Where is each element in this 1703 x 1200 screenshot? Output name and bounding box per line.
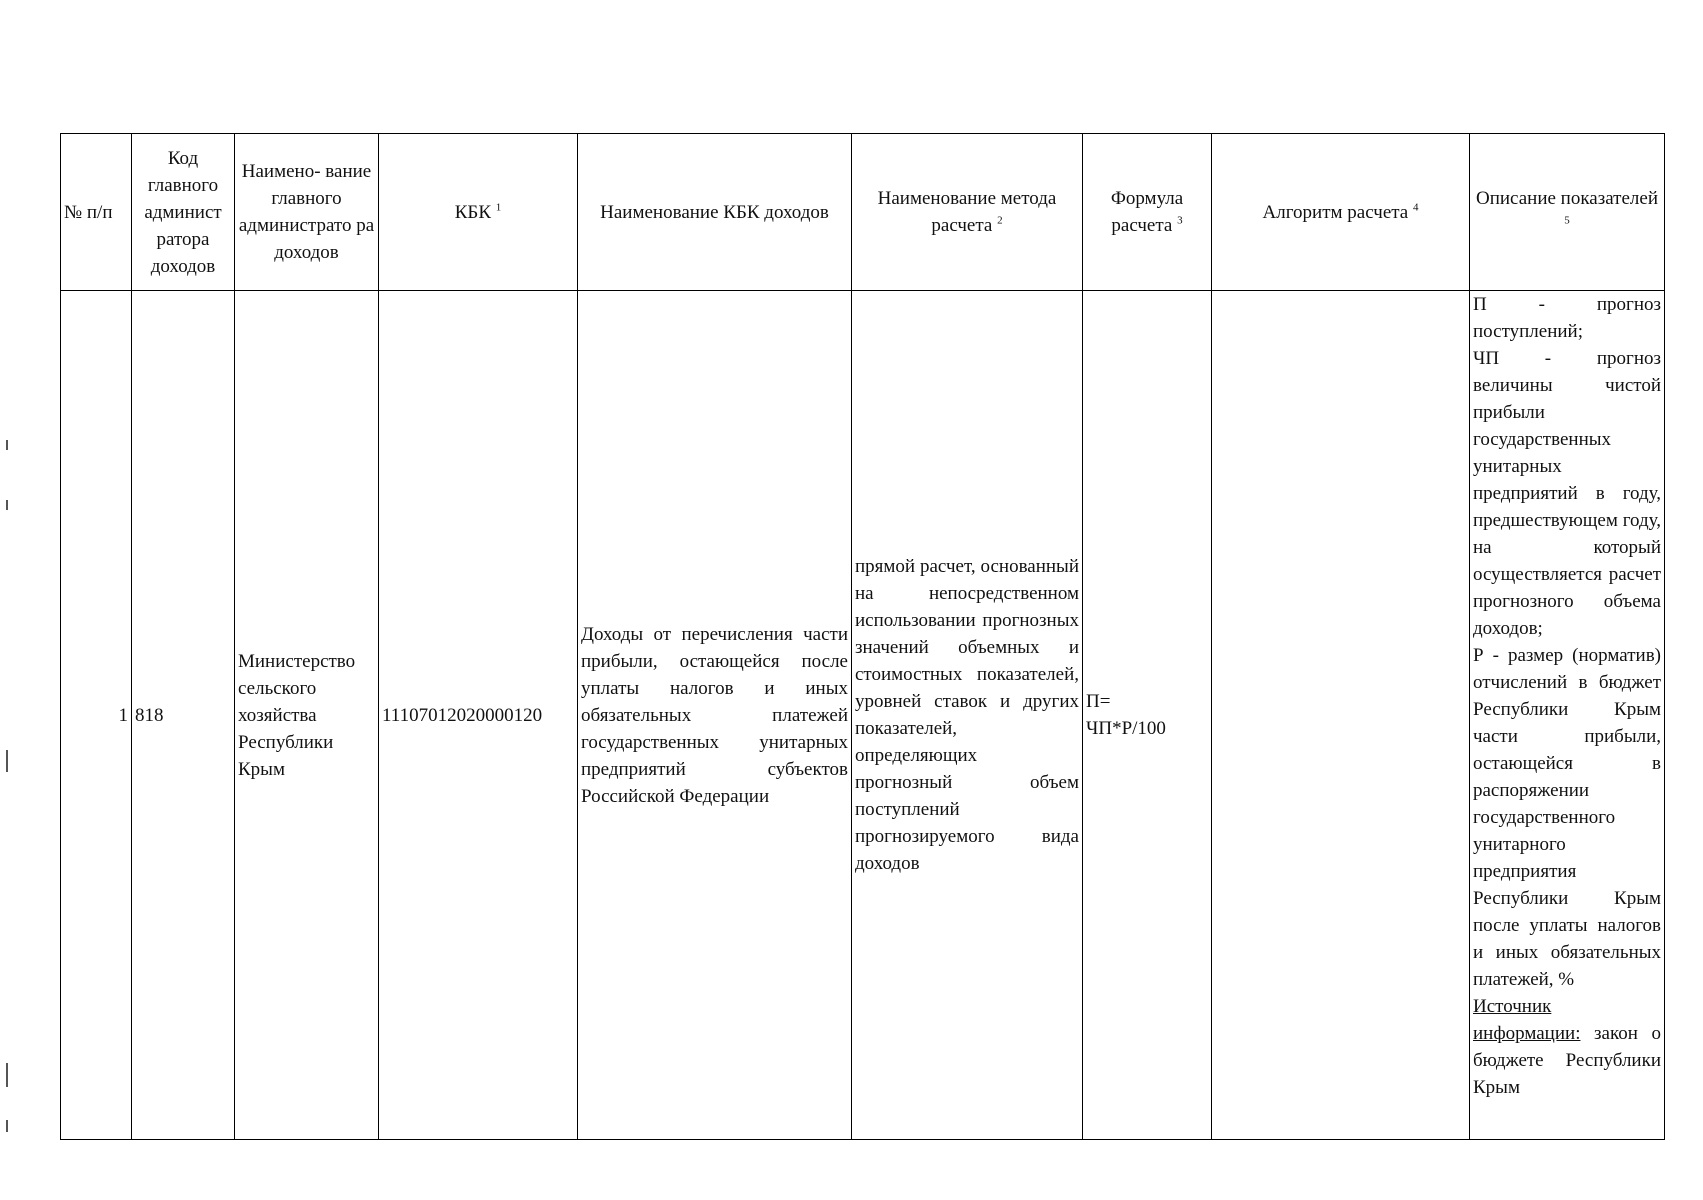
header-admin-name: Наимено- вание главного администрато ра доходов bbox=[235, 134, 379, 291]
cell-num: 1 bbox=[61, 291, 132, 1140]
header-algorithm-label: Алгоритм расчета bbox=[1262, 201, 1409, 223]
scan-margin-mark bbox=[6, 750, 8, 772]
cell-kbk-name: Доходы от перечисления части прибыли, остающейся после уплаты налогов и иных обязательных платежей государственных унитарных предприятий субъектов Российской Федерации bbox=[578, 291, 852, 1140]
header-kbk bbox=[379, 134, 578, 291]
cell-kbk: 11107012020000120 bbox=[379, 291, 578, 1140]
scan-margin-mark bbox=[6, 440, 8, 450]
scan-margin-mark bbox=[6, 500, 8, 510]
source-text: закон о бюджете Республики Крым bbox=[1473, 1023, 1661, 1098]
description-r: Р - размер (норматив) отчислений в бюджет Республики Крым части прибыли, остающейся в распоряжении государственного унитарного предприятия Республики Крым после уплаты налогов и иных обязательных платежей, % bbox=[1473, 645, 1661, 990]
cell-description bbox=[1470, 291, 1665, 1140]
header-kbk-label: КБК bbox=[454, 201, 491, 223]
revenue-method-table bbox=[60, 133, 1665, 1140]
header-kbk-name: Наименование КБК доходов bbox=[578, 134, 852, 291]
header-row bbox=[61, 134, 1665, 291]
header-description bbox=[1470, 134, 1665, 291]
header-method bbox=[852, 134, 1083, 291]
footnote-2: 2 bbox=[997, 214, 1003, 227]
description-p: П - прогноз поступлений; bbox=[1473, 294, 1661, 342]
description-chp: ЧП - прогноз величины чистой прибыли государственных унитарных предприятий в году, предшествующем году, на который осуществляется расчет прогнозного объема доходов; bbox=[1473, 348, 1661, 639]
scan-margin-mark bbox=[6, 1120, 8, 1132]
table-row bbox=[61, 291, 1665, 1140]
cell-admin-name: Министерство сельского хозяйства Республики Крым bbox=[235, 291, 379, 1140]
scan-margin-mark bbox=[6, 1063, 8, 1087]
header-method-label: Наименование метода расчета bbox=[877, 188, 1057, 236]
header-description-label: Описание показателей bbox=[1476, 188, 1658, 209]
header-formula bbox=[1083, 134, 1212, 291]
header-num: № п/п bbox=[61, 134, 132, 291]
footnote-1: 1 bbox=[495, 201, 502, 214]
cell-formula: П= ЧП*Р/100 bbox=[1083, 291, 1212, 1140]
cell-method: прямой расчет, основанный на непосредственном использовании прогнозных значений объемных и стоимостных показателей, уровней ставок и других показателей, определяющих прогнозный объем поступлений прогнозируемого вида доходов bbox=[852, 291, 1083, 1140]
header-admin-code: Код главного админист ратора доходов bbox=[132, 134, 235, 291]
cell-admin-code: 818 bbox=[132, 291, 235, 1140]
header-formula-label: Формула расчета bbox=[1110, 188, 1184, 236]
footnote-3: 3 bbox=[1177, 214, 1183, 227]
source-label: Источник информации: bbox=[1473, 996, 1581, 1044]
footnote-5: 5 bbox=[1564, 214, 1570, 227]
footnote-4: 4 bbox=[1412, 201, 1419, 214]
cell-algorithm bbox=[1212, 291, 1470, 1140]
description-source bbox=[1473, 993, 1661, 1101]
header-algorithm bbox=[1212, 134, 1470, 291]
